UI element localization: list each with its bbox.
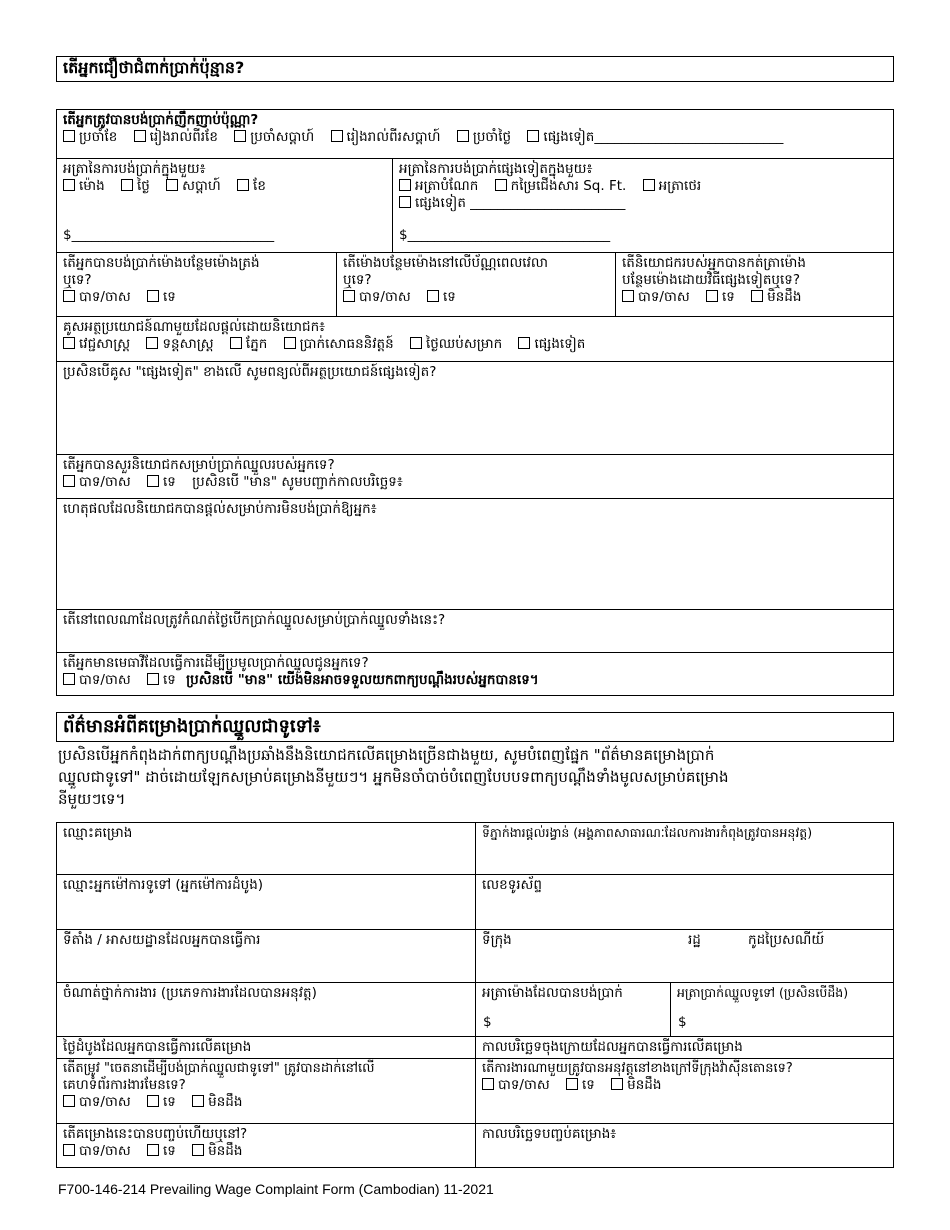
- checkbox[interactable]: [192, 1144, 204, 1156]
- job-class-field[interactable]: [56, 982, 476, 1037]
- checkbox[interactable]: [611, 1078, 623, 1090]
- checkbox[interactable]: [706, 290, 718, 302]
- outside-city-question: តើការងារណាមួយត្រូវបានអនុវត្តនៅខាងក្រៅទីក្រុងវ៉ាស៊ីនតោនទេ?: [482, 1061, 793, 1076]
- flat-rate-option[interactable]: អត្រាថេរ: [643, 178, 702, 194]
- form-footer: F700-146-214 Prevailing Wage Complaint Form (Cambodian) 11-2021: [58, 1181, 494, 1197]
- rate-day-option[interactable]: ថ្ងៃ: [121, 178, 150, 194]
- asked-employer-no[interactable]: ទេ: [147, 474, 176, 490]
- employer-reason-label: ហេតុផលដែលនិយោជកបានផ្តល់សម្រាប់ការមិនបង់ប្រាក់ឱ្យអ្នក៖: [63, 501, 377, 517]
- overtime-paid-cell: [56, 252, 337, 317]
- city-state-zip-field[interactable]: [475, 929, 894, 983]
- overtime-recorded-question-cont: បន្ថែមម៉ោងដោយវិធីផ្សេងទៀតឬទេ?: [622, 271, 801, 288]
- checkbox[interactable]: [399, 196, 411, 208]
- checkbox[interactable]: [495, 179, 507, 191]
- last-day-field[interactable]: [475, 1036, 894, 1059]
- completed-yes[interactable]: បាទ/ចាស: [63, 1143, 131, 1159]
- benefits-label: គូសអត្ថប្រយោជន៍ណាមួយដែលផ្តល់ដោយនិយោជក៖: [63, 319, 326, 335]
- prevailing-instructions: [58, 744, 894, 810]
- benefits-cell: [56, 316, 894, 362]
- location-label: ទីតាំង / អាសយដ្ឋានដែលអ្នកបានធ្វើការ: [63, 932, 261, 948]
- piece-rate-option[interactable]: អត្រាបំណែក: [399, 178, 478, 194]
- intent-posted-question-cont: គេហទំព័រការងារមែនទេ?: [63, 1077, 186, 1094]
- outside-city-yes[interactable]: បាទ/ចាស: [482, 1077, 550, 1093]
- other-rate-amount-field[interactable]: $______________________________: [399, 227, 611, 243]
- asked-employer-cell: [56, 454, 894, 499]
- outside-city-unknown[interactable]: មិនដឹង: [611, 1077, 661, 1093]
- pay-frequency-cell: [56, 109, 894, 159]
- completed-question: តើគម្រោងនេះបានបញ្ចប់ហើយឬនៅ?: [63, 1126, 248, 1142]
- instructions-line: នីមួយៗទេ។: [58, 790, 126, 808]
- attorney-no[interactable]: ទេ: [147, 672, 176, 688]
- benefit-holiday-option[interactable]: ថ្ងៃឈប់សម្រាក: [410, 336, 502, 352]
- overtime-paid-question: តើអ្នកបានបង់ប្រាក់ម៉ោងបន្ថែមម៉ោងត្រង់: [63, 255, 260, 271]
- checkbox[interactable]: [457, 130, 469, 142]
- pay-weekly-option[interactable]: ប្រចាំសប្តាហ៍: [234, 129, 314, 145]
- state-label: រដ្ឋ: [688, 932, 701, 948]
- benefit-dental-option[interactable]: ទន្តសាស្ត្រ: [146, 336, 213, 352]
- checkbox[interactable]: [63, 1144, 75, 1156]
- project-name-label: ឈ្មោះគម្រោង: [63, 825, 133, 841]
- zip-label: កូដប្រៃសណីយ៍: [748, 932, 825, 948]
- overtime-timecard-question: តើម៉ោងបន្ថែមម៉ោងនៅលើប័ណ្ណពេលវេលា: [343, 255, 549, 271]
- asked-employer-label: តើអ្នកបានសួរនិយោជកសម្រាប់ប្រាក់ឈ្នួលរបស់អ្នកទេ?: [63, 457, 335, 473]
- prevailing-section-title: [56, 712, 894, 742]
- overtime-timecard-cell: [336, 252, 616, 317]
- overtime-recorded-question: តើនិយោជករបស់អ្នកបានកត់ត្រាម៉ោង: [622, 255, 806, 271]
- hourly-rate-field[interactable]: [475, 982, 671, 1037]
- pay-monthly-option[interactable]: ប្រចាំខែ: [63, 129, 117, 145]
- payday-cell[interactable]: [56, 609, 894, 653]
- checkbox[interactable]: [63, 130, 75, 142]
- prevailing-rate-field[interactable]: [670, 982, 894, 1037]
- attorney-label: តើអ្នកមានមេធាវីដែលធ្វើការដើម្បីប្រមូលប្រាក់ឈ្នួលជូនអ្នកទេ?: [63, 655, 369, 671]
- outside-city-no[interactable]: ទេ: [566, 1077, 595, 1093]
- checkbox[interactable]: [147, 1144, 159, 1156]
- attorney-yes[interactable]: បាទ/ចាស: [63, 672, 131, 688]
- location-field[interactable]: [56, 929, 476, 983]
- asked-employer-yes[interactable]: បាទ/ចាស: [63, 474, 131, 490]
- completed-no[interactable]: ទេ: [147, 1143, 176, 1159]
- rate-of-pay-cell: [56, 158, 393, 253]
- benefit-pension-option[interactable]: ប្រាក់សោធននិវត្តន៍: [284, 336, 394, 352]
- intent-posted-question: តើតម្រូវ "ចេតនាដើម្បីបង់ប្រាក់ឈ្នួលជាទូទៅ" ត្រូវបានដាក់នៅលើ: [63, 1061, 375, 1076]
- other-benefits-prompt: ប្រសិនបើគូស "ផ្សេងទៀត" ខាងលើ សូមពន្យល់ពីអត្ថប្រយោជន៍ផ្សេងទៀត?: [63, 364, 437, 380]
- employer-reason-cell[interactable]: [56, 498, 894, 610]
- rate-week-option[interactable]: សប្តាហ៍: [166, 178, 221, 194]
- rate-amount-field[interactable]: $______________________________: [63, 227, 275, 243]
- checkbox[interactable]: [331, 130, 343, 142]
- completion-date-label: កាលបរិច្ឆេទបញ្ចប់គម្រោង៖: [482, 1126, 617, 1142]
- last-day-label: កាលបរិច្ឆេទចុងក្រោយដែលអ្នកបានធ្វើការលើគម្រោង: [482, 1039, 743, 1055]
- overtime-paid-no[interactable]: ទេ: [147, 289, 176, 305]
- prevailing-rate-label: អត្រាប្រាក់ឈ្នួលទូទៅ (ប្រសិនបើដឹង): [677, 985, 849, 1000]
- checkbox[interactable]: [63, 475, 75, 487]
- instructions-line: ប្រសិនបើអ្នកកំពុងដាក់ពាក្យបណ្តឹងប្រឆាំងនឹងនិយោជកលើគម្រោងច្រើនជាងមួយ, សូមបំពេញផ្នែក "ព័ត៌មានគម្រោងប្រាក់: [58, 746, 715, 764]
- overtime-recorded-unknown[interactable]: មិនដឹង: [751, 289, 801, 305]
- prevailing-rate-dollar: $: [678, 1014, 687, 1030]
- attorney-note: ប្រសិនបើ "មាន" យើងមិនអាចទទួលយកពាក្យបណ្តឹងរបស់អ្នកបានទេ។: [186, 671, 539, 688]
- overtime-timecard-question-cont: ឬទេ?: [343, 271, 372, 288]
- pay-other-blank[interactable]: ____________________________: [594, 128, 784, 145]
- hourly-rate-dollar: $: [483, 1014, 492, 1030]
- benefit-medical-option[interactable]: វេជ្ជសាស្ត្រ: [63, 336, 130, 352]
- checkbox[interactable]: [147, 1095, 159, 1107]
- overtime-recorded-cell: [615, 252, 894, 317]
- checkbox[interactable]: [63, 1095, 75, 1107]
- asked-employer-date-note: ប្រសិនបើ "មាន" សូមបញ្ជាក់កាលបរិច្ឆេទ៖: [192, 473, 403, 490]
- checkbox[interactable]: [284, 337, 296, 349]
- checkbox[interactable]: [566, 1078, 578, 1090]
- contractor-name-label: ឈ្មោះអ្នកម៉ៅការទូទៅ (អ្នកម៉ៅការដំបូង): [63, 877, 264, 893]
- contractor-name-field[interactable]: [56, 874, 476, 930]
- checkbox[interactable]: [482, 1078, 494, 1090]
- instructions-line: ឈ្នួលជាទូទៅ" ដាច់ដោយឡែកសម្រាប់គម្រោងនីមួយៗ។ អ្នកមិនចាំបាច់បំពេញបែបបទពាក្យបណ្តឹងទាំងមូលសម្រាប់គម្រោង: [58, 768, 729, 786]
- phone-label: លេខទូរស័ព្ទ: [482, 877, 542, 893]
- rate-hour-option[interactable]: ម៉ោង: [63, 178, 105, 194]
- checkbox[interactable]: [63, 290, 75, 302]
- completion-date-field[interactable]: [475, 1123, 894, 1168]
- completed-cell: [56, 1123, 476, 1168]
- outside-city-cell: [475, 1058, 894, 1124]
- attorney-cell: [56, 652, 894, 696]
- pay-frequency-label: តើអ្នកត្រូវបានបង់ប្រាក់ញឹកញាប់ប៉ុណ្ណា?: [63, 112, 259, 128]
- payday-question: តើនៅពេលណាដែលត្រូវកំណត់ថ្ងៃបើកប្រាក់ឈ្នួលសម្រាប់ប្រាក់ឈ្នួលទាំងនេះ?: [63, 612, 446, 628]
- checkbox[interactable]: [751, 290, 763, 302]
- wage-owed-question: តើអ្នកជឿថាជំពាក់ប្រាក់ប៉ុន្មាន?: [63, 58, 245, 77]
- checkbox[interactable]: [63, 337, 75, 349]
- overtime-timecard-yes[interactable]: បាទ/ចាស: [343, 289, 411, 305]
- checkbox[interactable]: [622, 290, 634, 302]
- checkbox[interactable]: [134, 130, 146, 142]
- awarding-agency-label: ទីភ្នាក់ងារផ្តល់រង្វាន់ (អង្គភាពសាធារណៈដែលការងារកំពុងត្រូវបានអនុវត្ត): [482, 825, 813, 840]
- commission-option[interactable]: កម្រៃជើងសារ Sq. Ft.: [495, 178, 627, 194]
- first-day-label: ថ្ងៃដំបូងដែលអ្នកបានធ្វើការលើគម្រោង: [63, 1039, 252, 1055]
- other-rate-other-option[interactable]: ផ្សេងទៀត _______________________: [399, 195, 887, 212]
- completed-unknown[interactable]: មិនដឹង: [192, 1143, 242, 1159]
- city-label: ទីក្រុង: [482, 932, 512, 948]
- benefit-vision-option[interactable]: ភ្នែក: [230, 336, 267, 352]
- checkbox[interactable]: [643, 179, 655, 191]
- pay-daily-option[interactable]: ប្រចាំថ្ងៃ: [457, 129, 511, 145]
- overtime-paid-yes[interactable]: បាទ/ចាស: [63, 289, 131, 305]
- checkbox[interactable]: [147, 290, 159, 302]
- checkbox[interactable]: [166, 179, 178, 191]
- first-day-field[interactable]: [56, 1036, 476, 1059]
- checkbox[interactable]: [399, 179, 411, 191]
- checkbox[interactable]: [121, 179, 133, 191]
- overtime-recorded-yes[interactable]: បាទ/ចាស: [622, 289, 690, 305]
- intent-posted-cell: [56, 1058, 476, 1124]
- checkbox[interactable]: [427, 290, 439, 302]
- checkbox[interactable]: [63, 179, 75, 191]
- pay-biweekly-option[interactable]: រៀងរាល់ពីរសប្តាហ៍: [331, 129, 441, 145]
- wage-owed-title: [56, 56, 894, 82]
- checkbox[interactable]: [234, 130, 246, 142]
- other-rate-label: អត្រានៃការបង់ប្រាក់ផ្សេងទៀតក្នុងមួយ៖: [399, 161, 593, 177]
- checkbox[interactable]: [147, 673, 159, 685]
- checkbox[interactable]: [410, 337, 422, 349]
- checkbox[interactable]: [527, 130, 539, 142]
- intent-posted-unknown[interactable]: មិនដឹង: [192, 1094, 242, 1110]
- pay-bimonthly-option[interactable]: រៀងរាល់ពីរខែ: [134, 129, 218, 145]
- overtime-recorded-no[interactable]: ទេ: [706, 289, 735, 305]
- job-class-label: ចំណាត់ថ្នាក់ការងារ (ប្រភេទការងារដែលបានអនុវត្ត): [63, 985, 317, 1001]
- checkbox[interactable]: [518, 337, 530, 349]
- pay-other-option[interactable]: ផ្សេងទៀត____________________________: [527, 129, 783, 145]
- other-benefits-cell[interactable]: [56, 361, 894, 455]
- checkbox[interactable]: [146, 337, 158, 349]
- intent-posted-no[interactable]: ទេ: [147, 1094, 176, 1110]
- checkbox[interactable]: [192, 1095, 204, 1107]
- overtime-timecard-no[interactable]: ទេ: [427, 289, 456, 305]
- hourly-rate-label: អត្រាម៉ោងដែលបានបង់ប្រាក់: [482, 985, 623, 1001]
- other-rate-cell: [392, 158, 894, 253]
- rate-of-pay-label: អត្រានៃការបង់ប្រាក់ក្នុងមួយ៖: [63, 161, 206, 177]
- checkbox[interactable]: [237, 179, 249, 191]
- awarding-agency-field[interactable]: [475, 822, 894, 875]
- prevailing-title-text: ព័ត៌មានអំពីគម្រោងប្រាក់ឈ្នួលជាទូទៅ៖: [63, 716, 321, 737]
- project-name-field[interactable]: [56, 822, 476, 875]
- phone-field[interactable]: [475, 874, 894, 930]
- benefit-other-option[interactable]: ផ្សេងទៀត: [518, 336, 585, 352]
- checkbox[interactable]: [230, 337, 242, 349]
- overtime-paid-question-cont: ឬទេ?: [63, 271, 92, 288]
- checkbox[interactable]: [147, 475, 159, 487]
- rate-month-option[interactable]: ខែ: [237, 178, 266, 194]
- checkbox[interactable]: [63, 673, 75, 685]
- intent-posted-yes[interactable]: បាទ/ចាស: [63, 1094, 131, 1110]
- checkbox[interactable]: [343, 290, 355, 302]
